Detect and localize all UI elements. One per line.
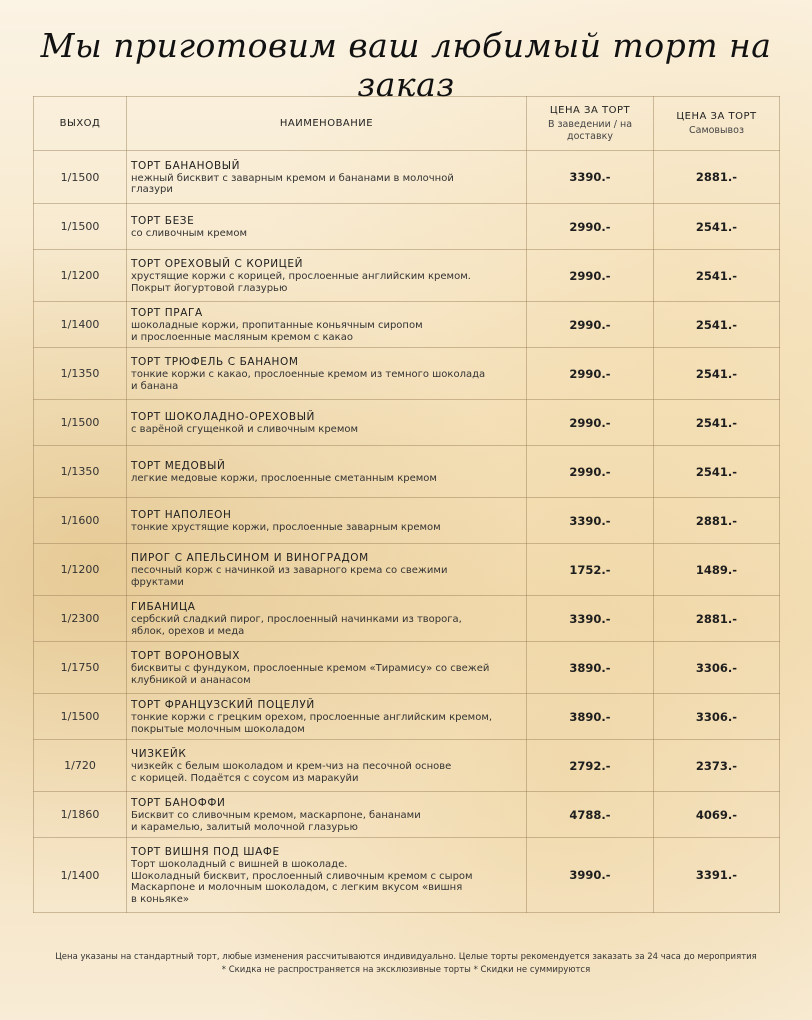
price-pickup: 2881.- (654, 596, 780, 642)
product-name: ТОРТ ФРАНЦУЗСКИЙ ПОЦЕЛУЙ (131, 699, 315, 711)
header-price-venue (527, 97, 654, 151)
table-header-row (34, 97, 780, 151)
footer-line-2: * Скидка не распространяется на эксклюзивные торты * Скидки не суммируются (221, 965, 591, 975)
header-output: ВЫХОД (34, 97, 127, 151)
price-pickup: 2541.- (654, 250, 780, 302)
product-name: ЧИЗКЕЙК (131, 748, 187, 760)
product-description: песочный корж с начинкой из заварного крема со свежими фруктами (131, 565, 448, 588)
row-product (127, 302, 527, 348)
price-pickup: 3391.- (654, 838, 780, 913)
row-output: 1/1400 (34, 838, 127, 913)
price-pickup: 2541.- (654, 446, 780, 498)
price-venue: 3990.- (527, 838, 654, 913)
price-pickup: 2881.- (654, 498, 780, 544)
row-output: 1/1750 (34, 642, 127, 694)
row-product (127, 250, 527, 302)
table-row (34, 498, 780, 544)
table-row (34, 792, 780, 838)
product-description: тонкие коржи с какао, прослоенные кремом из темного шоколада и банана (131, 369, 486, 392)
row-output: 1/2300 (34, 596, 127, 642)
product-description: тонкие коржи с грецким орехом, прослоенные английским кремом, покрытые молочным шоколадом (131, 712, 493, 735)
product-name: ПИРОГ С АПЕЛЬСИНОМ И ВИНОГРАДОМ (131, 552, 369, 564)
product-description: нежный бисквит с заварным кремом и бананами в молочной глазури (131, 172, 454, 195)
price-venue: 2990.- (527, 204, 654, 250)
table-row (34, 446, 780, 498)
price-venue: 3890.- (527, 642, 654, 694)
table-row (34, 596, 780, 642)
row-output: 1/1350 (34, 348, 127, 400)
product-description: Бисквит со сливочным кремом, маскарпоне, бананами и карамелью, залитый молочной глазурью (131, 810, 421, 833)
row-output: 1/1500 (34, 400, 127, 446)
price-venue: 3390.- (527, 498, 654, 544)
price-venue: 2990.- (527, 348, 654, 400)
price-venue: 3390.- (527, 596, 654, 642)
price-venue: 2792.- (527, 740, 654, 792)
page-title: Мы приготовим ваш любимый торт на заказ (40, 26, 772, 104)
row-output: 1/1500 (34, 204, 127, 250)
row-output: 1/1860 (34, 792, 127, 838)
row-product (127, 204, 527, 250)
row-product (127, 792, 527, 838)
product-description: бисквиты с фундуком, прослоенные кремом «Тирамису» со свежей клубникой и ананасом (131, 663, 490, 686)
price-pickup: 2541.- (654, 348, 780, 400)
product-description: тонкие хрустящие коржи, прослоенные заварным кремом (131, 521, 441, 533)
product-description: сербский сладкий пирог, прослоенный начинками из творога, яблок, орехов и меда (131, 614, 462, 637)
row-product (127, 446, 527, 498)
product-description: с варёной сгущенкой и сливочным кремом (131, 423, 359, 435)
row-product (127, 498, 527, 544)
price-venue: 1752.- (527, 544, 654, 596)
product-description: шоколадные коржи, пропитанные коньячным сиропом и прослоенные масляным кремом с какао (131, 320, 423, 343)
product-name: ТОРТ ОРЕХОВЫЙ С КОРИЦЕЙ (131, 258, 304, 270)
price-venue: 2990.- (527, 250, 654, 302)
header-name: НАИМЕНОВАНИЕ (127, 97, 527, 151)
header-price-venue-sub: В заведении / на доставку (547, 118, 633, 142)
price-pickup: 3306.- (654, 642, 780, 694)
row-output: 1/720 (34, 740, 127, 792)
product-name: ТОРТ ВИШНЯ ПОД ШАФЕ (131, 846, 280, 858)
product-name: ТОРТ БЕЗЕ (131, 214, 195, 227)
cake-price-table (33, 96, 780, 913)
header-price-pickup-sub: Самовывоз (689, 124, 744, 136)
product-name: ТОРТ БАНОФФИ (131, 797, 226, 809)
table-row (34, 302, 780, 348)
row-product (127, 694, 527, 740)
product-name: ГИБАНИЦА (131, 601, 196, 613)
price-pickup: 3306.- (654, 694, 780, 740)
row-product (127, 838, 527, 913)
footer-notes (0, 951, 812, 977)
product-description: хрустящие коржи с корицей, прослоенные английским кремом. Покрыт йогуртовой глазурью (131, 271, 471, 294)
product-description: легкие медовые коржи, прослоенные сметанным кремом (131, 472, 437, 484)
price-venue: 2990.- (527, 446, 654, 498)
row-product (127, 348, 527, 400)
price-venue: 4788.- (527, 792, 654, 838)
table-row (34, 838, 780, 913)
table-row (34, 544, 780, 596)
table-row (34, 204, 780, 250)
price-pickup: 2541.- (654, 204, 780, 250)
table-row (34, 694, 780, 740)
row-product (127, 151, 527, 204)
row-output: 1/1500 (34, 694, 127, 740)
product-description: чизкейк с белым шоколадом и крем-чиз на песочной основе с корицей. Подаётся с соусом из маракуйи (131, 761, 452, 784)
price-venue: 3390.- (527, 151, 654, 204)
product-name: ТОРТ ТРЮФЕЛЬ С БАНАНОМ (131, 356, 299, 368)
table-row (34, 250, 780, 302)
price-pickup: 1489.- (654, 544, 780, 596)
table-row (34, 642, 780, 694)
footer-line-1: Цена указаны на стандартный торт, любые изменения рассчитываются индивидуально. Целые торты рекомендуется заказать за 24 часа до мероприятия (55, 952, 757, 962)
product-name: ТОРТ ШОКОЛАДНО-ОРЕХОВЫЙ (131, 410, 316, 423)
row-output: 1/1350 (34, 446, 127, 498)
row-product (127, 642, 527, 694)
product-name: ТОРТ НАПОЛЕОН (131, 508, 232, 521)
product-name: ТОРТ ВОРОНОВЫХ (131, 650, 241, 662)
header-price-pickup (654, 97, 780, 151)
row-output: 1/1200 (34, 250, 127, 302)
product-name: ТОРТ МЕДОВЫЙ (131, 459, 226, 472)
price-venue: 2990.- (527, 302, 654, 348)
row-product (127, 400, 527, 446)
price-pickup: 2373.- (654, 740, 780, 792)
price-venue: 3890.- (527, 694, 654, 740)
price-pickup: 2881.- (654, 151, 780, 204)
row-output: 1/1500 (34, 151, 127, 204)
table-row (34, 348, 780, 400)
row-product (127, 544, 527, 596)
product-description: со сливочным кремом (131, 227, 248, 239)
row-product (127, 740, 527, 792)
product-name: ТОРТ ПРАГА (131, 307, 203, 319)
price-venue: 2990.- (527, 400, 654, 446)
row-output: 1/1400 (34, 302, 127, 348)
table-row (34, 400, 780, 446)
header-price-venue-title: ЦЕНА ЗА ТОРТ (549, 104, 631, 116)
price-pickup: 2541.- (654, 302, 780, 348)
table-row (34, 740, 780, 792)
table-row (34, 151, 780, 204)
price-pickup: 2541.- (654, 400, 780, 446)
product-name: ТОРТ БАНАНОВЫЙ (131, 159, 241, 172)
row-product (127, 596, 527, 642)
row-output: 1/1600 (34, 498, 127, 544)
header-price-pickup-title: ЦЕНА ЗА ТОРТ (676, 110, 757, 122)
product-description: Торт шоколадный с вишней в шоколаде. Шоколадный бисквит, прослоенный сливочным кремом с сыром Маскарпоне и молочным шоколадом, с легким вкусом «вишня в коньяке» (131, 859, 473, 905)
row-output: 1/1200 (34, 544, 127, 596)
price-pickup: 4069.- (654, 792, 780, 838)
